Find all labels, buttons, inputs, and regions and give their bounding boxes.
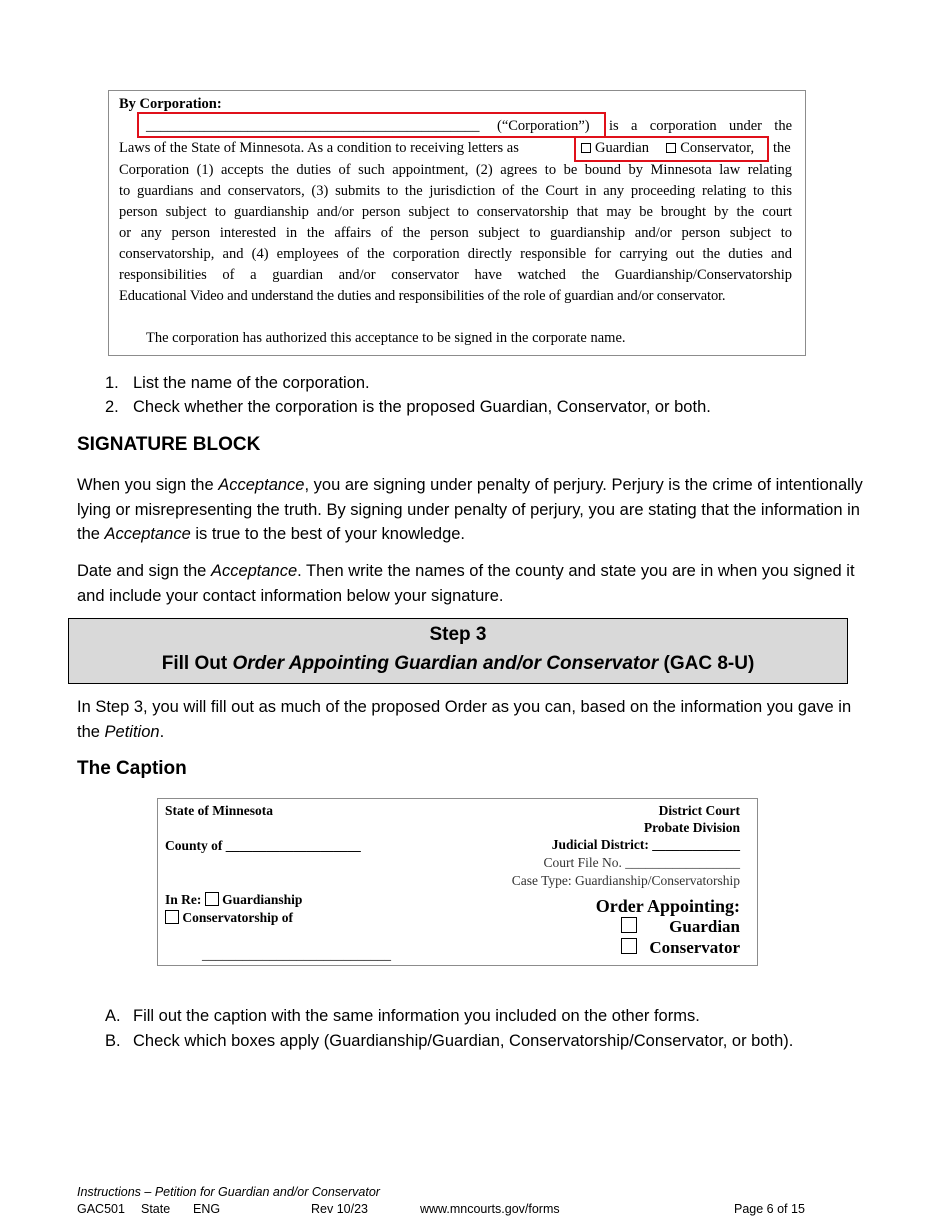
caption-conservator-checkbox-wrap [621,938,637,956]
step-3-intro: In Step 3, you will fill out as much of the proposed Order as you can, based on the information you gave in the Petition. [77,698,852,741]
corporation-line2-start: Laws of the State of Minnesota. As a condition to receiving letters as [119,140,519,156]
corporation-authorization: The corporation has authorized this acceptance to be signed in the corporate name. [146,330,626,346]
footer-title: Instructions – Petition for Guardian and/or Conservator [77,1185,380,1199]
footer-revision: Rev 10/23 [311,1202,368,1216]
conservatorship-checkbox [165,910,179,924]
order-guardian-checkbox [621,917,637,933]
list-text: Fill out the caption with the same information you included on the other forms. [133,1007,700,1025]
caption-court-file-no: Court File No. _________________ [543,855,740,870]
caption-county: County of ____________________ [165,838,361,853]
signature-block-heading: SIGNATURE BLOCK [77,434,261,455]
option-guardian-label: Guardian [595,140,649,156]
caption-in-re: In Re: Guardianship [165,892,303,907]
corporation-body-line: Corporation (1) accepts the duties of such appointment, (2) agrees to be bound by Minnesota law relating [119,162,792,178]
list-item [105,395,711,419]
step-subtitle: Fill Out Order Appointing Guardian and/or Conservator (GAC 8-U) [161,653,755,674]
footer-url[interactable]: www.mncourts.gov/forms [420,1202,560,1216]
highlight-guardian-conservator-options [574,136,769,162]
caption-order-appointing: Order Appointing: [595,896,740,916]
list-item [105,1029,793,1053]
caption-heading: The Caption [77,758,187,779]
caption-case-type: Case Type: Guardianship/Conservatorship [511,873,740,888]
caption-probate-division: Probate Division [643,820,740,835]
footer-language: ENG [193,1202,221,1216]
list-text: Check whether the corporation is the proposed Guardian, Conservator, or both. [133,398,711,416]
highlight-corporation-name [137,112,606,138]
list-text: Check which boxes apply (Guardianship/Guardian, Conservatorship/Conservator, or both). [133,1032,794,1050]
caption-conservator: Conservator [649,938,740,957]
corporation-line2-end: the [773,140,791,156]
caption-guardian-checkbox-wrap [621,917,637,935]
guardianship-checkbox [205,892,219,906]
corporation-body-line: or any person interested in the affairs of the person subject to guardianship and/or person subject to [119,225,792,241]
signature-paragraph-1: When you sign the Acceptance, you are signing under penalty of perjury. Perjury is the crime of intentionally lying or misrepresenting the truth. By signing under penalty of perjury, you are stating that the information in the Acceptance is true to the best of your knowledge. [77,476,863,543]
caption-conservatorship: Conservatorship of [165,910,293,926]
step-title: Step 3 [429,624,487,645]
corporation-body-line: conservatorship, and (4) employees of the corporation directly responsible for carrying out the duties and [119,246,792,262]
caption-name-line: ____________________________ [202,947,391,962]
caption-form-excerpt [157,798,758,966]
corporation-form-excerpt [108,90,806,356]
footer-page-number: Page 6 of 15 [734,1202,805,1216]
corporation-body-line: responsibilities of a guardian and/or conservator have watched the Guardianship/Conservatorship [119,267,792,283]
list-item [105,371,370,395]
signature-paragraph-2: Date and sign the Acceptance. Then write the names of the county and state you are in when you signed it and include your contact information below your signature. [77,562,855,605]
caption-district-court: District Court [658,803,740,818]
footer-state: State [141,1202,171,1216]
corporation-heading: By Corporation: [119,96,222,112]
footer-form-code: GAC501 [77,1202,125,1216]
corporation-body-line: to guardians and conservators, (3) submits to the jurisdiction of the Court in any proceeding relating to this [119,183,792,199]
caption-guardian: Guardian [669,917,740,936]
caption-judicial-district: Judicial District: _____________ [551,837,740,852]
corporation-body-line: Educational Video and understand the duties and responsibilities of the role of guardian and/or conservator. [119,288,726,304]
corporation-tag: (“Corporation”) [497,118,590,134]
option-conservator-label: Conservator, [680,140,755,156]
list-item [105,1004,700,1028]
order-conservator-checkbox [621,938,637,954]
corporation-line1-rest: is a corporation under the [609,118,792,134]
step-3-banner [68,618,848,684]
caption-state: State of Minnesota [165,803,273,818]
list-number: 1. [105,374,119,392]
list-text: List the name of the corporation. [133,374,370,392]
list-letter: A. [105,1007,121,1025]
corporation-body-line: person subject to guardianship and/or person subject to conservatorship that may be brought by the court [119,204,792,220]
corporation-name-blank: ______________________________________________ [146,118,480,134]
list-number: 2. [105,398,119,416]
list-letter: B. [105,1032,121,1050]
